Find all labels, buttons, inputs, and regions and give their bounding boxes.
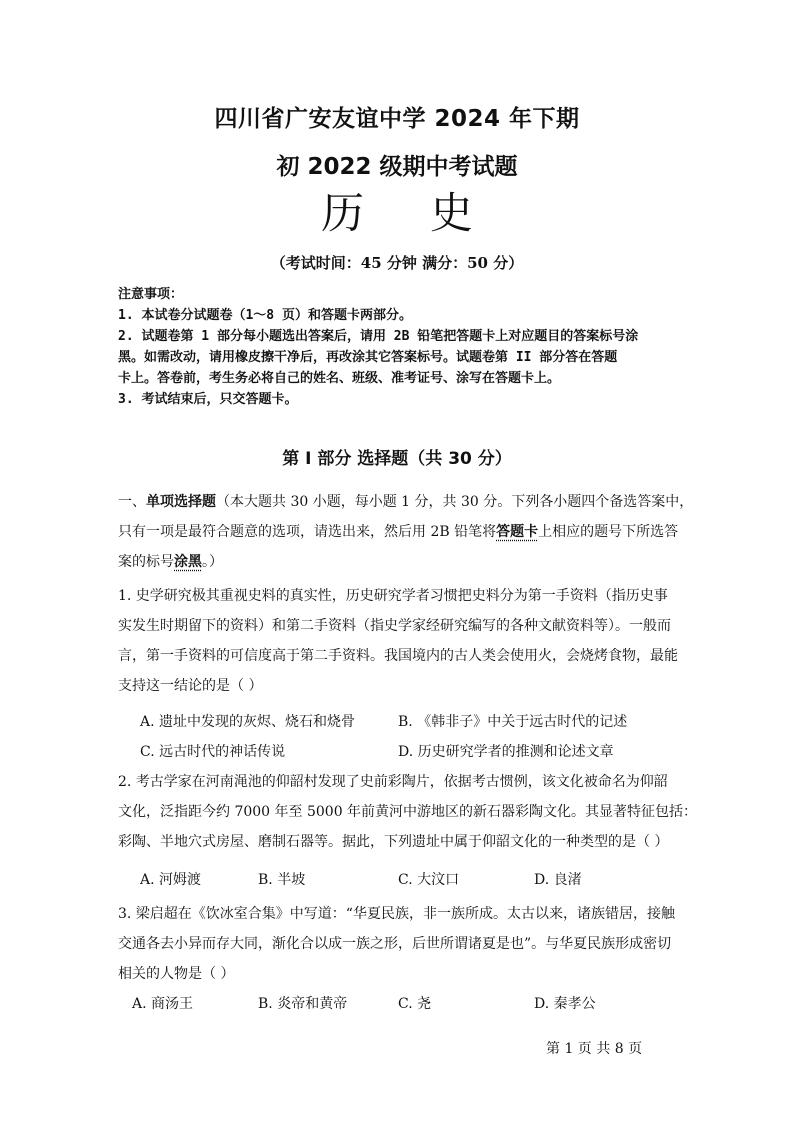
notice-block [118, 284, 688, 410]
instruction-paragraph [118, 487, 694, 577]
exam-title: 初 2022 级期中考试题 [276, 154, 518, 180]
question-2-stem [118, 767, 698, 857]
question-1-option-b: B. 《韩非子》中关于远古时代的记述 [398, 714, 628, 730]
question-line: 相关的人物是（ ） [118, 966, 235, 982]
instruction-emphasis: 答题卡 [496, 524, 539, 540]
question-1-option-d: D. 历史研究学者的推测和论述文章 [398, 744, 614, 760]
question-3-option-d: D. 秦孝公 [534, 996, 596, 1012]
section-title: 第 I 部分 选择题（共 30 分） [282, 449, 512, 469]
question-line: 支持这一结论的是（ ） [118, 678, 263, 694]
instruction-label: 单项选择题 [146, 494, 216, 510]
instruction-emphasis: 涂黑 [174, 554, 202, 570]
notice-line: 2. 试题卷第 1 部分每小题选出答案后，请用 2B 铅笔把答题卡上对应题目的答案标号涂 [118, 329, 639, 344]
instruction-text: 案的标号 [118, 554, 174, 570]
instruction-text: 。） [202, 554, 223, 570]
school-title: 四川省广安友谊中学 2024 年下期 [214, 106, 580, 132]
time-score-line: （考试时间：45 分钟 满分：50 分） [270, 254, 524, 272]
question-3-option-c: C. 尧 [398, 996, 432, 1012]
instruction-prefix: 一、 [118, 494, 146, 510]
question-1-option-c: C. 远古时代的神话传说 [140, 744, 286, 760]
notice-line: 1. 本试卷分试题卷（1～8 页）和答题卡两部分。 [118, 308, 412, 323]
question-line: 3. 梁启超在《饮冰室合集》中写道：“华夏民族，非一族所成。太古以来，诸族错居，接触 [118, 906, 675, 922]
question-1-option-a: A. 遗址中发现的灰烬、烧石和烧骨 [140, 714, 356, 730]
question-line: 言，第一手资料的可信度高于第二手资料。我国境内的古人类会使用火，会烧烤食物，最能 [118, 648, 678, 664]
instruction-line [118, 547, 678, 577]
instruction-line [118, 517, 678, 547]
question-2-option-c: C. 大汶口 [398, 872, 460, 888]
question-1-stem [118, 581, 678, 701]
question-line: 2. 考古学家在河南渑池的仰韶村发现了史前彩陶片，依据考古惯例，该文化被命名为仰韶 [118, 774, 668, 790]
instruction-text: （本大题共 30 小题，每小题 1 分，共 30 分。下列各小题四个备选答案中， [216, 494, 694, 510]
question-line: 文化，泛指距今约 7000 年至 5000 年前黄河中游地区的新石器彩陶文化。其显著特征包括： [118, 804, 698, 820]
question-3-stem [118, 899, 678, 989]
question-3-option-b: B. 炎帝和黄帝 [258, 996, 348, 1012]
instruction-text: 只有一项是最符合题意的选项，请选出来，然后用 2B 铅笔将 [118, 524, 497, 540]
notice-line: 黑。如需改动，请用橡皮擦干净后，再改涂其它答案标号。试题卷第 II 部分答在答题 [118, 350, 618, 365]
notice-heading: 注意事项： [118, 287, 184, 302]
subject-title: 历 史 [321, 189, 499, 239]
question-line: 彩陶、半地穴式房屋、磨制石器等。据此，下列遗址中属于仰韶文化的一种类型的是（ ） [118, 834, 669, 850]
question-line: 1. 史学研究极其重视史料的真实性，历史研究学者习惯把史料分为第一手资料（指历史事 [118, 588, 668, 604]
question-2-option-a: A. 河姆渡 [140, 872, 202, 888]
instruction-line [118, 487, 694, 517]
notice-line: 3. 考试结束后，只交答题卡。 [118, 392, 298, 407]
question-line: 交通各去小异而存大同，渐化合以成一族之形，后世所谓诸夏是也”。与华夏民族形成密切 [118, 936, 672, 952]
page-number: 第 1 页 共 8 页 [546, 1041, 643, 1057]
question-3-option-a: A. 商汤王 [132, 996, 194, 1012]
notice-line: 卡上。答卷前，考生务必将自己的姓名、班级、准考证号、涂写在答题卡上。 [118, 371, 561, 386]
question-2-option-b: B. 半坡 [258, 872, 306, 888]
question-line: 实发生时期留下的资料）和第二手资料（指史学家经研究编写的各种文献资料等）。一般而 [118, 618, 671, 634]
instruction-text: 上相应的题号下所选答 [538, 524, 679, 540]
question-2-option-d: D. 良渚 [534, 872, 582, 888]
